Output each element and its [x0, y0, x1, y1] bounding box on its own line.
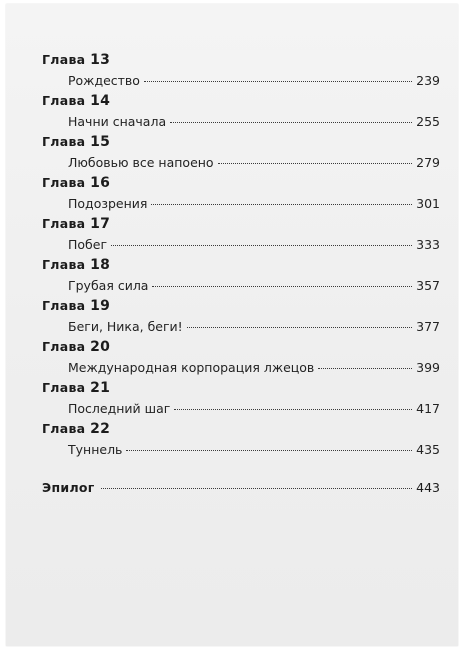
dot-leader	[170, 121, 412, 123]
chapter-number: 13	[90, 52, 111, 68]
chapter-heading	[42, 132, 440, 152]
toc-entry[interactable]	[68, 70, 440, 91]
chapter-title: Беги, Ника, беги!	[68, 319, 183, 334]
chapter-heading	[42, 419, 440, 439]
page-number: 255	[416, 114, 440, 129]
chapter-word: Глава	[42, 380, 86, 395]
chapter-title: Грубая сила	[68, 278, 149, 293]
dot-leader	[318, 367, 412, 369]
toc-entry[interactable]	[68, 152, 440, 173]
chapter-heading	[42, 50, 440, 70]
book-page	[6, 4, 458, 646]
toc-entry[interactable]	[68, 234, 440, 255]
chapter-word: Глава	[42, 52, 86, 67]
toc-entry[interactable]	[68, 275, 440, 296]
page-number: 239	[416, 73, 440, 88]
chapter-16	[42, 173, 440, 214]
chapter-word: Глава	[42, 298, 86, 313]
chapter-word: Глава	[42, 175, 86, 190]
chapter-word: Глава	[42, 257, 86, 272]
page-number: 417	[416, 401, 440, 416]
dot-leader	[151, 203, 412, 205]
dot-leader	[152, 285, 412, 287]
chapter-title: Побег	[68, 237, 108, 252]
page-number: 377	[416, 319, 440, 334]
chapter-17	[42, 214, 440, 255]
chapter-title: Последний шаг	[68, 401, 171, 416]
page-number: 301	[416, 196, 440, 211]
chapter-heading	[42, 173, 440, 193]
chapter-heading	[42, 378, 440, 398]
chapter-number: 18	[90, 257, 111, 273]
toc-entry[interactable]	[68, 439, 440, 460]
toc-entry[interactable]	[68, 193, 440, 214]
dot-leader	[218, 162, 413, 164]
chapter-22	[42, 419, 440, 460]
chapter-14	[42, 91, 440, 132]
chapter-word: Глава	[42, 339, 86, 354]
page-number: 357	[416, 278, 440, 293]
chapter-15	[42, 132, 440, 173]
toc-entry[interactable]	[68, 316, 440, 337]
toc-entry[interactable]	[68, 357, 440, 378]
chapter-heading	[42, 255, 440, 275]
chapter-title: Международная корпорация лжецов	[68, 360, 315, 375]
chapter-number: 14	[90, 93, 111, 109]
chapter-number: 17	[90, 216, 111, 232]
chapter-word: Глава	[42, 421, 86, 436]
page-number: 435	[416, 442, 440, 457]
page-number: 443	[416, 480, 440, 495]
toc-entry[interactable]	[68, 398, 440, 419]
chapter-19	[42, 296, 440, 337]
chapter-word: Глава	[42, 93, 86, 108]
chapter-number: 21	[90, 380, 111, 396]
toc-entry[interactable]	[68, 111, 440, 132]
chapter-heading	[42, 337, 440, 357]
chapter-heading	[42, 296, 440, 316]
chapter-21	[42, 378, 440, 419]
page-number: 279	[416, 155, 440, 170]
dot-leader	[126, 449, 412, 451]
chapter-13	[42, 50, 440, 91]
dot-leader	[101, 487, 412, 489]
chapter-heading	[42, 91, 440, 111]
epilogue-title: Эпилог	[42, 480, 95, 495]
chapter-word: Глава	[42, 134, 86, 149]
chapter-heading	[42, 214, 440, 234]
chapter-title: Подозрения	[68, 196, 148, 211]
dot-leader	[144, 80, 412, 82]
chapter-number: 22	[90, 421, 111, 437]
dot-leader	[174, 408, 412, 410]
chapter-number: 19	[90, 298, 111, 314]
chapter-title: Начни сначала	[68, 114, 167, 129]
epilogue-entry[interactable]	[42, 477, 440, 499]
chapter-title: Туннель	[68, 442, 123, 457]
table-of-contents	[42, 50, 440, 499]
dot-leader	[187, 326, 412, 328]
chapter-word: Глава	[42, 216, 86, 231]
page-number: 333	[416, 237, 440, 252]
chapter-number: 16	[90, 175, 111, 191]
chapter-title: Рождество	[68, 73, 140, 88]
chapter-18	[42, 255, 440, 296]
chapter-20	[42, 337, 440, 378]
page-number: 399	[416, 360, 440, 375]
chapter-title: Любовью все напоено	[68, 155, 214, 170]
dot-leader	[111, 244, 412, 246]
chapter-number: 20	[90, 339, 111, 355]
chapter-number: 15	[90, 134, 111, 150]
